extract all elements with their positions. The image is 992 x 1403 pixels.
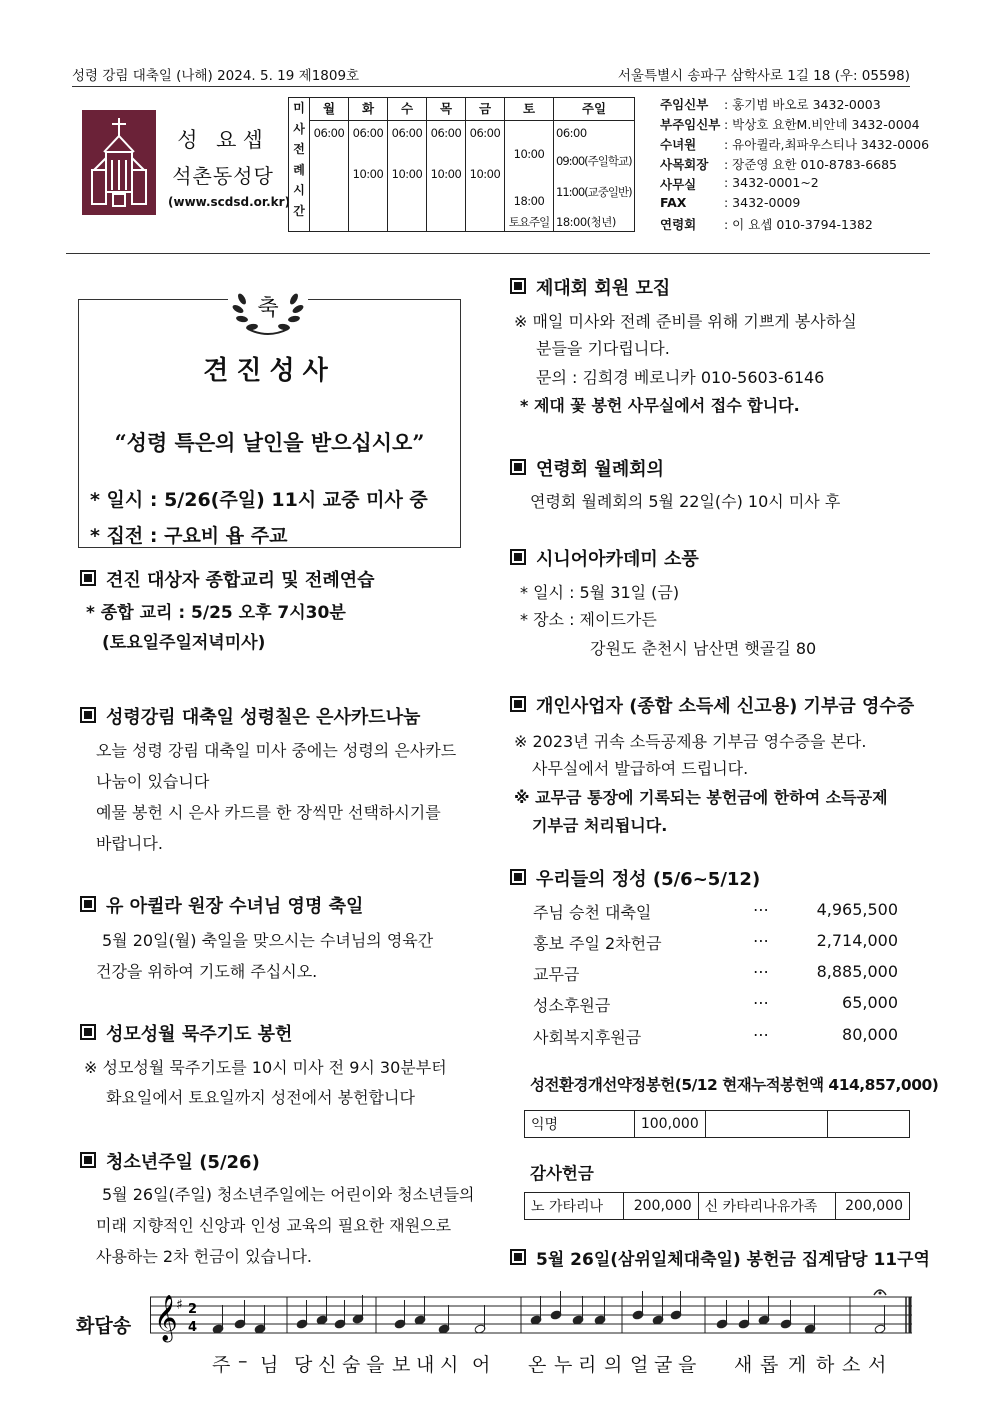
section-text: 오늘 성령 강림 대축일 미사 중에는 성령의 은사카드 <box>96 741 457 760</box>
offering-row: 교무금 ⋯ 8,885,000 <box>533 962 898 984</box>
section-text: * 장소 : 제이드가든 <box>520 610 657 629</box>
sharp-icon: ♯ <box>176 1297 183 1313</box>
section-text: (토요일주일저녁미사) <box>102 633 266 653</box>
mass-times-sun: 06:00 09:00(주일학교) 11:00(교중일반) 18:00(청년) <box>554 121 635 232</box>
section-text: 미래 지향적인 신앙과 인성 교육의 필요한 재원으로 <box>96 1216 452 1235</box>
building-fund-table <box>524 1110 910 1138</box>
square-bullet-icon <box>80 1024 96 1040</box>
lyric-syllable: 하 <box>816 1354 835 1376</box>
day-header: 수 <box>388 98 427 121</box>
section-text: 기부금 처리됩니다. <box>532 816 668 835</box>
lyric-syllable: 당 <box>294 1354 313 1376</box>
day-header: 목 <box>427 98 466 121</box>
lyric-syllable: 님 <box>260 1354 279 1376</box>
lyric-syllable: 시 <box>440 1354 459 1376</box>
lyric-syllable: 의 <box>604 1354 623 1376</box>
section-text: * 종합 교리 : 5/25 오후 7시30분 <box>86 603 346 623</box>
square-bullet-icon <box>510 1249 526 1265</box>
section-text: ※ 매일 미사와 전례 준비를 위해 기쁘게 봉사하실 <box>514 312 857 331</box>
section-heading: 연령회 월례회의 <box>510 455 664 481</box>
mass-times-wed: 06:00 10:00 <box>388 121 427 232</box>
donor-name <box>706 1111 828 1138</box>
section-text: 연령회 월례회의 5월 22일(수) 10시 미사 후 <box>530 492 841 511</box>
lyric-syllable: 주 <box>212 1354 231 1376</box>
section-text: ※ 성모성월 묵주기도를 10시 미사 전 9시 30분부터 <box>84 1058 447 1077</box>
offering-row: 주님 승천 대축일 ⋯ 4,965,500 <box>533 900 898 922</box>
treble-clef-icon: 𝄞 <box>154 1295 178 1341</box>
offering-row: 성소후원금 ⋯ 65,000 <box>533 993 898 1015</box>
time-signature-bottom: 4 <box>188 1320 198 1335</box>
feature-title: 견진성사 <box>203 356 336 386</box>
section-heading: 시니어아카데미 소풍 <box>510 545 699 571</box>
day-header: 토 <box>505 98 554 121</box>
square-bullet-icon <box>510 278 526 294</box>
lyric-syllable: 내 <box>416 1354 435 1376</box>
church-address: 서울특별시 송파구 삼학사로 1길 18 (우: 05598) <box>617 68 910 84</box>
issue-info: 성령 강림 대축일 (나해) 2024. 5. 19 제1809호 <box>72 68 360 84</box>
thanks-offering-table <box>524 1192 910 1220</box>
section-text: 5월 20일(월) 축일을 맞으시는 수녀님의 영육간 <box>102 931 434 950</box>
offering-row: 사회복지후원금 ⋯ 80,000 <box>533 1025 898 1047</box>
day-header: 화 <box>349 98 388 121</box>
lyric-syllable: 보 <box>392 1354 411 1376</box>
square-bullet-icon <box>80 1152 96 1168</box>
donation-amount <box>828 1111 910 1138</box>
square-bullet-icon <box>80 896 96 912</box>
section-text: 나눔이 있습니다 <box>96 772 210 791</box>
section-text: 5월 26일(주일) 청소년주일에는 어린이와 청소년들의 <box>102 1185 475 1204</box>
section-text: 화요일에서 토요일까지 성전에서 봉헌합니다 <box>106 1088 415 1107</box>
section-text: 건강을 위하여 기도해 주십시오. <box>96 962 318 981</box>
square-bullet-icon <box>510 549 526 565</box>
church-website: (www.scdsd.or.kr) <box>168 195 291 209</box>
square-bullet-icon <box>80 707 96 723</box>
section-text: 강원도 춘천시 남산면 햇골길 80 <box>590 639 817 658</box>
mass-schedule-side-label: 미 사 전 례 시 간 <box>289 98 310 232</box>
section-text: 예물 봉헌 시 은사 카드를 한 장씩만 선택하시기를 <box>96 803 441 822</box>
lyric-syllable: 누 <box>554 1354 573 1376</box>
fermata-dot <box>879 1292 882 1295</box>
lyric-syllable: 을 <box>366 1354 385 1376</box>
section-heading: 청소년주일 (5/26) <box>80 1148 260 1174</box>
feature-celebrant: * 집전 : 구요비 욥 주교 <box>90 525 288 547</box>
music-staff <box>150 1283 912 1345</box>
square-bullet-icon <box>510 869 526 885</box>
lyric-syllable: 어 <box>472 1354 491 1376</box>
feature-date: * 일시 : 5/26(주일) 11시 교중 미사 중 <box>90 489 428 511</box>
mass-times-mon: 06:00 <box>310 121 349 232</box>
section-text: 바랍니다. <box>96 834 163 853</box>
section-note: * 제대 꽃 봉헌 사무실에서 접수 합니다. <box>520 396 800 415</box>
mass-times-sat: 10:00 18:00 토요주일 <box>505 121 554 232</box>
section-text: 사용하는 2차 헌금이 있습니다. <box>96 1247 312 1266</box>
lyric-syllable: 서 <box>868 1354 887 1376</box>
feature-badge: 축 <box>257 296 279 321</box>
church-name-line2: 석촌동성당 <box>172 164 274 188</box>
feature-quote: “성령 특은의 날인을 받으십시오” <box>114 430 425 455</box>
lyric-syllable: 리 <box>578 1354 597 1376</box>
mass-times-thu: 06:00 10:00 <box>427 121 466 232</box>
section-heading: 제대회 회원 모집 <box>510 274 670 300</box>
header-line <box>72 64 910 84</box>
section-text: 분들을 기다립니다. <box>536 339 670 358</box>
lyric-syllable: 얼 <box>630 1354 649 1376</box>
donor-name: 익명 <box>525 1111 635 1138</box>
section-heading: 5월 26일(삼위일체대축일) 봉헌금 집계담당 11구역 <box>510 1245 930 1270</box>
laurel-wreath-icon <box>228 285 308 340</box>
church-building-icon <box>82 110 156 215</box>
day-header: 주일 <box>554 98 635 121</box>
building-fund-title: 성전환경개선약정봉헌(5/12 현재누적봉헌액 414,857,000) <box>530 1076 939 1094</box>
section-heading: 우리들의 정성 (5/6~5/12) <box>510 865 760 891</box>
square-bullet-icon <box>510 696 526 712</box>
header-divider <box>72 86 910 87</box>
offering-row: 홍보 주일 2차헌금 ⋯ 2,714,000 <box>533 931 898 953</box>
lyric-syllable: – <box>238 1350 248 1372</box>
section-text: ※ 교무금 통장에 기록되는 봉헌금에 한하여 소득공제 <box>514 788 888 807</box>
section-text: ※ 2023년 귀속 소득공제용 기부금 영수증을 본다. <box>514 732 867 751</box>
lyric-syllable: 게 <box>788 1354 807 1376</box>
mass-times-tue: 06:00 10:00 <box>349 121 388 232</box>
church-logo <box>82 110 156 215</box>
lyric-syllable: 을 <box>678 1354 697 1376</box>
lyric-syllable: 신 <box>318 1354 337 1376</box>
section-heading: 성령강림 대축일 성령칠은 은사카드나눔 <box>80 703 420 729</box>
section-divider <box>66 253 930 254</box>
section-text: 사무실에서 발급하여 드립니다. <box>532 759 749 778</box>
donation-amount: 200,000 <box>624 1193 698 1220</box>
section-heading: 개인사업자 (종합 소득세 신고용) 기부금 영수증 <box>510 692 914 718</box>
donation-amount: 100,000 <box>634 1111 706 1138</box>
lyric-syllable: 소 <box>842 1354 861 1376</box>
lyric-syllable: 롭 <box>760 1354 779 1376</box>
section-heading: 성모성월 묵주기도 봉헌 <box>80 1020 292 1046</box>
time-signature-top: 2 <box>188 1302 198 1317</box>
church-name-line1: 성 요셉 <box>177 128 269 152</box>
day-header: 금 <box>466 98 505 121</box>
square-bullet-icon <box>510 459 526 475</box>
mass-times-fri: 06:00 10:00 <box>466 121 505 232</box>
square-bullet-icon <box>80 570 96 586</box>
thanks-offering-title: 감사헌금 <box>530 1164 594 1183</box>
donor-name: 노 가타리나 <box>525 1193 624 1220</box>
lyric-syllable: 새 <box>734 1354 753 1376</box>
section-text: * 일시 : 5월 31일 (금) <box>520 583 680 602</box>
donation-amount: 200,000 <box>835 1193 909 1220</box>
lyric-syllable: 굴 <box>654 1354 673 1376</box>
section-heading: 견진 대상자 종합교리 및 전례연습 <box>80 566 375 592</box>
mass-schedule-table <box>288 97 635 232</box>
lyric-syllable: 온 <box>528 1354 547 1376</box>
responsorial-psalm-label: 화답송 <box>76 1315 132 1337</box>
section-heading: 유 아퀼라 원장 수녀님 영명 축일 <box>80 892 363 918</box>
day-header: 월 <box>310 98 349 121</box>
section-text: 문의 : 김희경 베로니카 010-5603-6146 <box>536 368 825 387</box>
lyric-syllable: 숨 <box>342 1354 361 1376</box>
donor-name: 신 카타리나유가족 <box>698 1193 835 1220</box>
